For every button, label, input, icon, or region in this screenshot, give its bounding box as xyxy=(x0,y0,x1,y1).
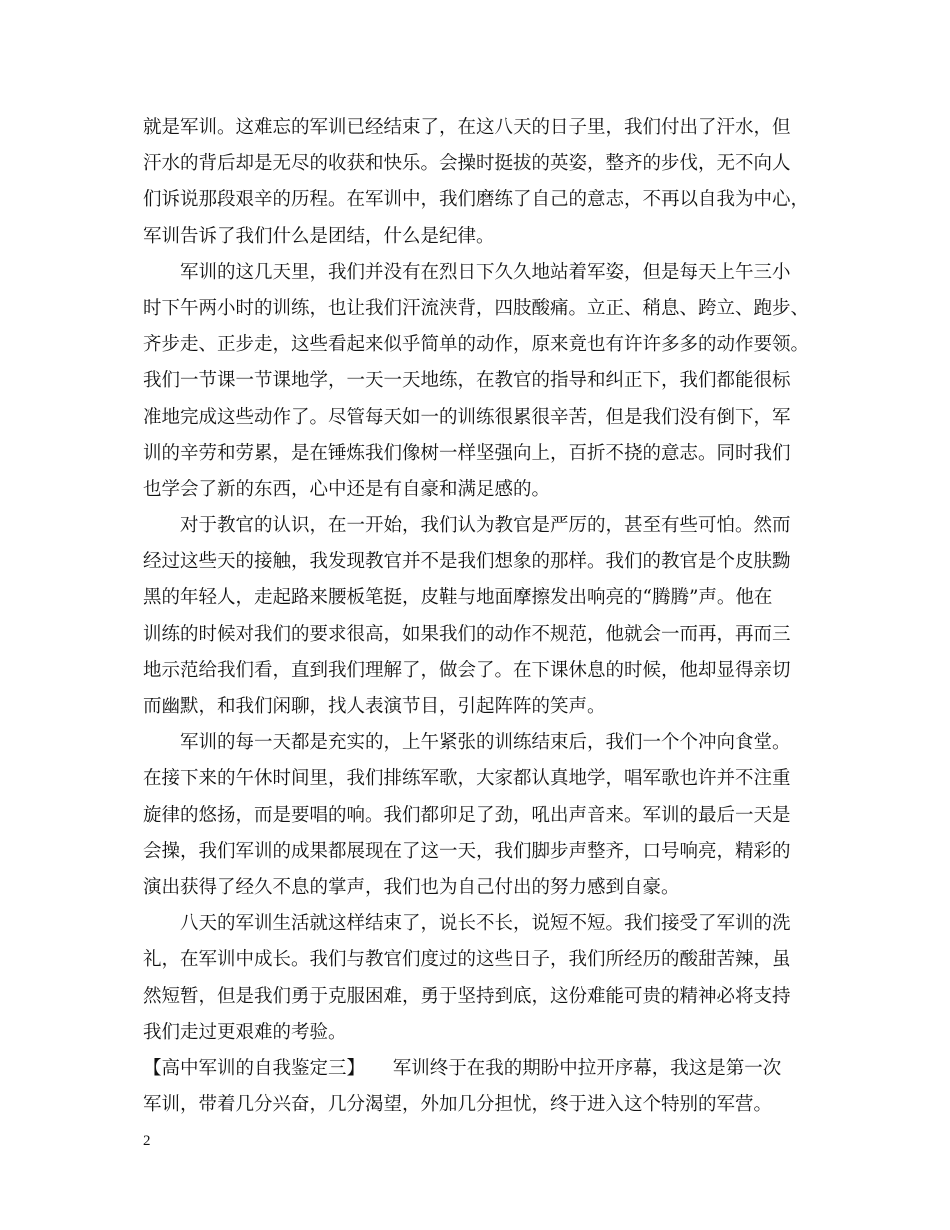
text-line: 也学会了新的东西，心中还是有自豪和满足感的。 xyxy=(143,478,551,500)
text-line: 准地完成这些动作了。尽管每天如一的训练很累很辛苦，但是我们没有倒下，军 xyxy=(143,406,791,428)
text-line: 演出获得了经久不息的掌声，我们也为自己付出的努力感到自豪。 xyxy=(143,876,680,898)
text-line: 然短暂，但是我们勇于克服困难，勇于坚持到底，这份难能可贵的精神必将支持 xyxy=(143,985,791,1007)
text-line: 训的辛劳和劳累，是在锤炼我们像树一样坚强向上，百折不挠的意志。同时我们 xyxy=(143,442,791,464)
text-line: 军训的每一天都是充实的，上午紧张的训练结束后，我们一个个冲向食堂。 xyxy=(143,732,791,754)
text-line: 我们一节课一节课地学，一天一天地练，在教官的指导和纠正下，我们都能很标 xyxy=(143,370,791,392)
section-heading-line: 【高中军训的自我鉴定三】 军训终于在我的期盼中拉开序幕，我这是第一次 xyxy=(143,1057,782,1079)
text-line: 旋律的悠扬，而是要唱的响。我们都卯足了劲，吼出声音来。军训的最后一天是 xyxy=(143,804,791,826)
text-line: 训练的时候对我们的要求很高，如果我们的动作不规范，他就会一而再，再而三 xyxy=(143,623,791,645)
text-line: 军训，带着几分兴奋，几分渴望，外加几分担忧，终于进入这个特别的军营。 xyxy=(143,1094,773,1116)
text-line: 我们走过更艰难的考验。 xyxy=(143,1021,347,1043)
text-line: 时下午两小时的训练，也让我们汗流浃背，四肢酸痛。立正、稍息、跨立、跑步、 xyxy=(143,297,810,319)
text-line: 军训告诉了我们什么是团结，什么是纪律。 xyxy=(143,225,495,247)
text-line: 黑的年轻人，走起路来腰板笔挺，皮鞋与地面摩擦发出响亮的“腾腾”声。他在 xyxy=(143,587,773,609)
text-line: 齐步走、正步走，这些看起来似乎简单的动作，原来竟也有许许多多的动作要领。 xyxy=(143,334,810,356)
text-line: 经过这些天的接触，我发现教官并不是我们想象的那样。我们的教官是个皮肤黝 xyxy=(143,551,791,573)
body-text xyxy=(143,110,823,1123)
text-line: 礼，在军训中成长。我们与教官们度过的这些日子，我们所经历的酸甜苦辣，虽 xyxy=(143,949,791,971)
text-line: 就是军训。这难忘的军训已经结束了，在这八天的日子里，我们付出了汗水，但 xyxy=(143,117,791,138)
page-number: 2 xyxy=(143,1133,151,1149)
text-line: 会操，我们军训的成果都展现在了这一天，我们脚步声整齐，口号响亮，精彩的 xyxy=(143,840,791,862)
text-line: 们诉说那段艰辛的历程。在军训中，我们磨练了自己的意志，不再以自我为中心， xyxy=(143,189,810,211)
text-line: 军训的这几天里，我们并没有在烈日下久久地站着军姿，但是每天上午三小 xyxy=(143,261,791,283)
text-line: 在接下来的午休时间里，我们排练军歌，大家都认真地学，唱军歌也许并不注重 xyxy=(143,768,791,790)
text-line: 地示范给我们看，直到我们理解了，做会了。在下课休息的时候，他却显得亲切 xyxy=(143,659,791,681)
text-line: 八天的军训生活就这样结束了，说长不长，说短不短。我们接受了军训的洗 xyxy=(143,913,791,935)
text-line: 而幽默，和我们闲聊，找人表演节目，引起阵阵的笑声。 xyxy=(143,696,606,717)
text-line: 汗水的背后却是无尽的收获和快乐。会操时挺拔的英姿，整齐的步伐，无不向人 xyxy=(143,153,791,175)
text-line: 对于教官的认识，在一开始，我们认为教官是严厉的，甚至有些可怕。然而 xyxy=(143,515,791,537)
